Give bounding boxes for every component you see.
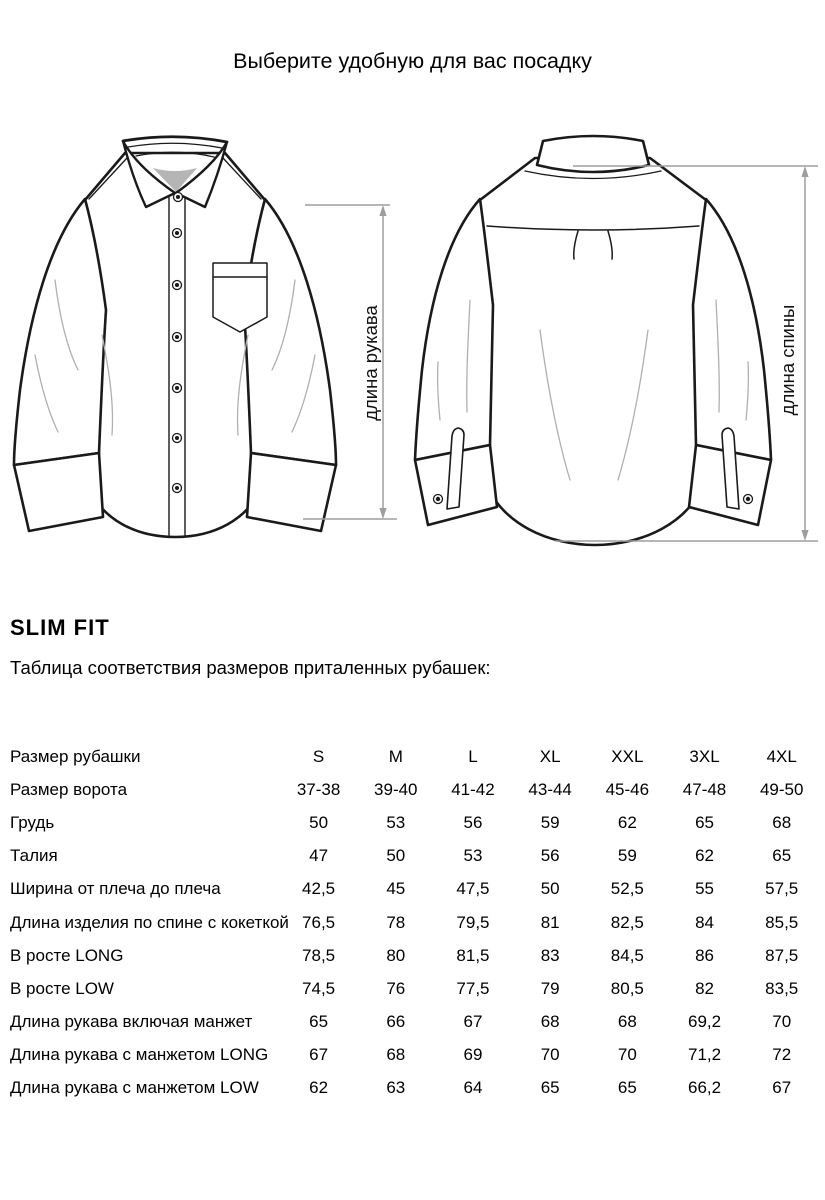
size-table-cell: 67	[463, 1012, 483, 1032]
size-table-row-label: Талия	[10, 846, 58, 866]
size-table-cell: 47	[309, 846, 329, 866]
size-table-cell: 78,5	[302, 945, 336, 965]
shirt-front-right-sleeve	[244, 199, 336, 465]
shirt-back-body	[479, 158, 710, 545]
size-table-cell: 81,5	[456, 945, 490, 965]
size-table-cell: 78	[386, 912, 406, 932]
size-table-cell: 65	[309, 1012, 329, 1032]
shirt-front-left-cuff	[14, 453, 103, 531]
size-table-cell: 83	[540, 945, 560, 965]
size-table-cell: 85,5	[765, 912, 799, 932]
size-table-cell: 67	[772, 1078, 792, 1098]
size-table-cell: 47-48	[682, 779, 727, 799]
size-table-cell: 52,5	[610, 879, 644, 899]
shirt-back-left-sleeve	[415, 199, 493, 460]
arrowhead-down-icon	[801, 530, 808, 541]
size-table-cell: 82,5	[610, 912, 644, 932]
shirt-back-right-sleeve	[693, 199, 771, 460]
size-table-cell: 84,5	[610, 945, 644, 965]
size-table-row-label: Длина рукава включая манжет	[10, 1012, 253, 1032]
size-table-row-label: Длина изделия по спине с кокеткой	[10, 912, 289, 932]
size-table-row-label: Грудь	[10, 812, 55, 832]
size-table-cell: 72	[772, 1045, 792, 1065]
size-table-cell: 86	[695, 945, 714, 965]
size-table-cell: 64	[463, 1078, 483, 1098]
size-table-row-label: В росте LONG	[10, 945, 124, 965]
size-table-cell: 49-50	[759, 779, 804, 799]
size-table-cell: 82	[695, 978, 714, 998]
size-table-cell: 62	[617, 812, 637, 832]
size-table-cell: 62	[695, 846, 714, 866]
size-table-cell: 50	[386, 846, 406, 866]
front-chest-pocket	[213, 263, 267, 332]
size-table-cell: 66	[386, 1012, 406, 1032]
size-table-cell: 87,5	[765, 945, 799, 965]
size-table-row-label: Размер ворота	[10, 779, 128, 799]
size-table-cell: 63	[386, 1078, 406, 1098]
size-table-cell: 71,2	[687, 1045, 722, 1065]
size-table-cell: 56	[463, 812, 483, 832]
size-table-cell: 57,5	[765, 879, 799, 899]
size-table-cell: 68	[540, 1012, 560, 1032]
size-table-cell: 68	[617, 1012, 637, 1032]
size-column-header: 4XL	[766, 746, 797, 766]
shirt-measurement-diagram	[0, 125, 825, 570]
size-table-cell: 81	[540, 912, 560, 932]
size-table-cell: 62	[309, 1078, 329, 1098]
size-table-cell: 74,5	[302, 978, 336, 998]
size-table-cell: 68	[772, 812, 792, 832]
size-table-cell: 79,5	[456, 912, 490, 932]
size-table-cell: 83,5	[765, 978, 799, 998]
size-table-cell: 59	[540, 812, 560, 832]
size-table-row-label: В росте LOW	[10, 978, 114, 998]
size-table-cell: 76	[386, 978, 406, 998]
arrowhead-down-icon	[379, 508, 386, 519]
size-table-cell: 80	[386, 945, 406, 965]
size-table-cell: 53	[386, 812, 406, 832]
size-table-cell: 53	[463, 846, 483, 866]
size-table-cell: 41-42	[451, 779, 495, 799]
shirt-front-body	[83, 153, 267, 537]
size-table-cell: 56	[540, 846, 560, 866]
shirt-front-left-sleeve	[14, 199, 106, 465]
size-table-cell: 65	[617, 1078, 637, 1098]
size-table-cell: 76,5	[302, 912, 336, 932]
size-table-cell: 50	[309, 812, 329, 832]
size-table-cell: 70	[540, 1045, 560, 1065]
size-table-row-label: Ширина от плеча до плеча	[10, 879, 221, 899]
size-table-cell: 70	[617, 1045, 637, 1065]
size-table-cell: 59	[617, 846, 637, 866]
back-length-label: длина спины	[776, 304, 798, 416]
size-table-cell: 39-40	[374, 779, 418, 799]
size-table-cell: 79	[540, 978, 560, 998]
shirt-back-illustration	[415, 136, 771, 545]
size-table-cell: 80,5	[610, 978, 644, 998]
size-table-row-label: Длина рукава с манжетом LONG	[10, 1045, 269, 1065]
size-column-header: XL	[539, 746, 561, 766]
size-table-cell: 65	[540, 1078, 560, 1098]
size-column-header: M	[388, 746, 403, 766]
size-table-cell: 69	[463, 1045, 483, 1065]
page-title: Выберите удобную для вас посадку	[233, 49, 592, 73]
size-table-cell: 37-38	[296, 779, 341, 799]
sleeve-length-label: длина рукава	[359, 305, 381, 421]
size-table-row-label: Длина рукава с манжетом LOW	[10, 1078, 259, 1098]
size-column-header: S	[312, 746, 325, 766]
size-table-cell: 47,5	[456, 879, 490, 899]
size-table-cell: 67	[309, 1045, 329, 1065]
size-table-cell: 66,2	[687, 1078, 722, 1098]
size-column-header: XXL	[611, 746, 644, 766]
arrowhead-up-icon	[379, 205, 386, 216]
section-subtitle: Таблица соответствия размеров приталенных рубашек:	[10, 657, 491, 678]
size-table	[10, 740, 818, 1105]
size-table-cell: 65	[772, 846, 792, 866]
arrowhead-up-icon	[801, 166, 808, 177]
size-table-cell: 50	[540, 879, 560, 899]
size-table-cell: 69,2	[687, 1012, 722, 1032]
size-table-cell: 42,5	[302, 879, 336, 899]
size-table-cell: 65	[695, 812, 714, 832]
size-column-header: 3XL	[689, 746, 720, 766]
size-table-cell: 70	[772, 1012, 792, 1032]
size-table-cell: 45-46	[605, 779, 650, 799]
size-table-cell: 77,5	[456, 978, 490, 998]
size-table-cell: 45	[386, 879, 406, 899]
shirt-front-illustration	[14, 137, 336, 537]
size-column-header: L	[468, 746, 478, 766]
size-table-cell: 68	[386, 1045, 406, 1065]
size-table-row-label: Размер рубашки	[10, 746, 141, 766]
section-heading: SLIM FIT	[10, 615, 110, 640]
size-table-cell: 55	[695, 879, 714, 899]
size-table-cell: 84	[695, 912, 714, 932]
size-table-cell: 43-44	[528, 779, 572, 799]
